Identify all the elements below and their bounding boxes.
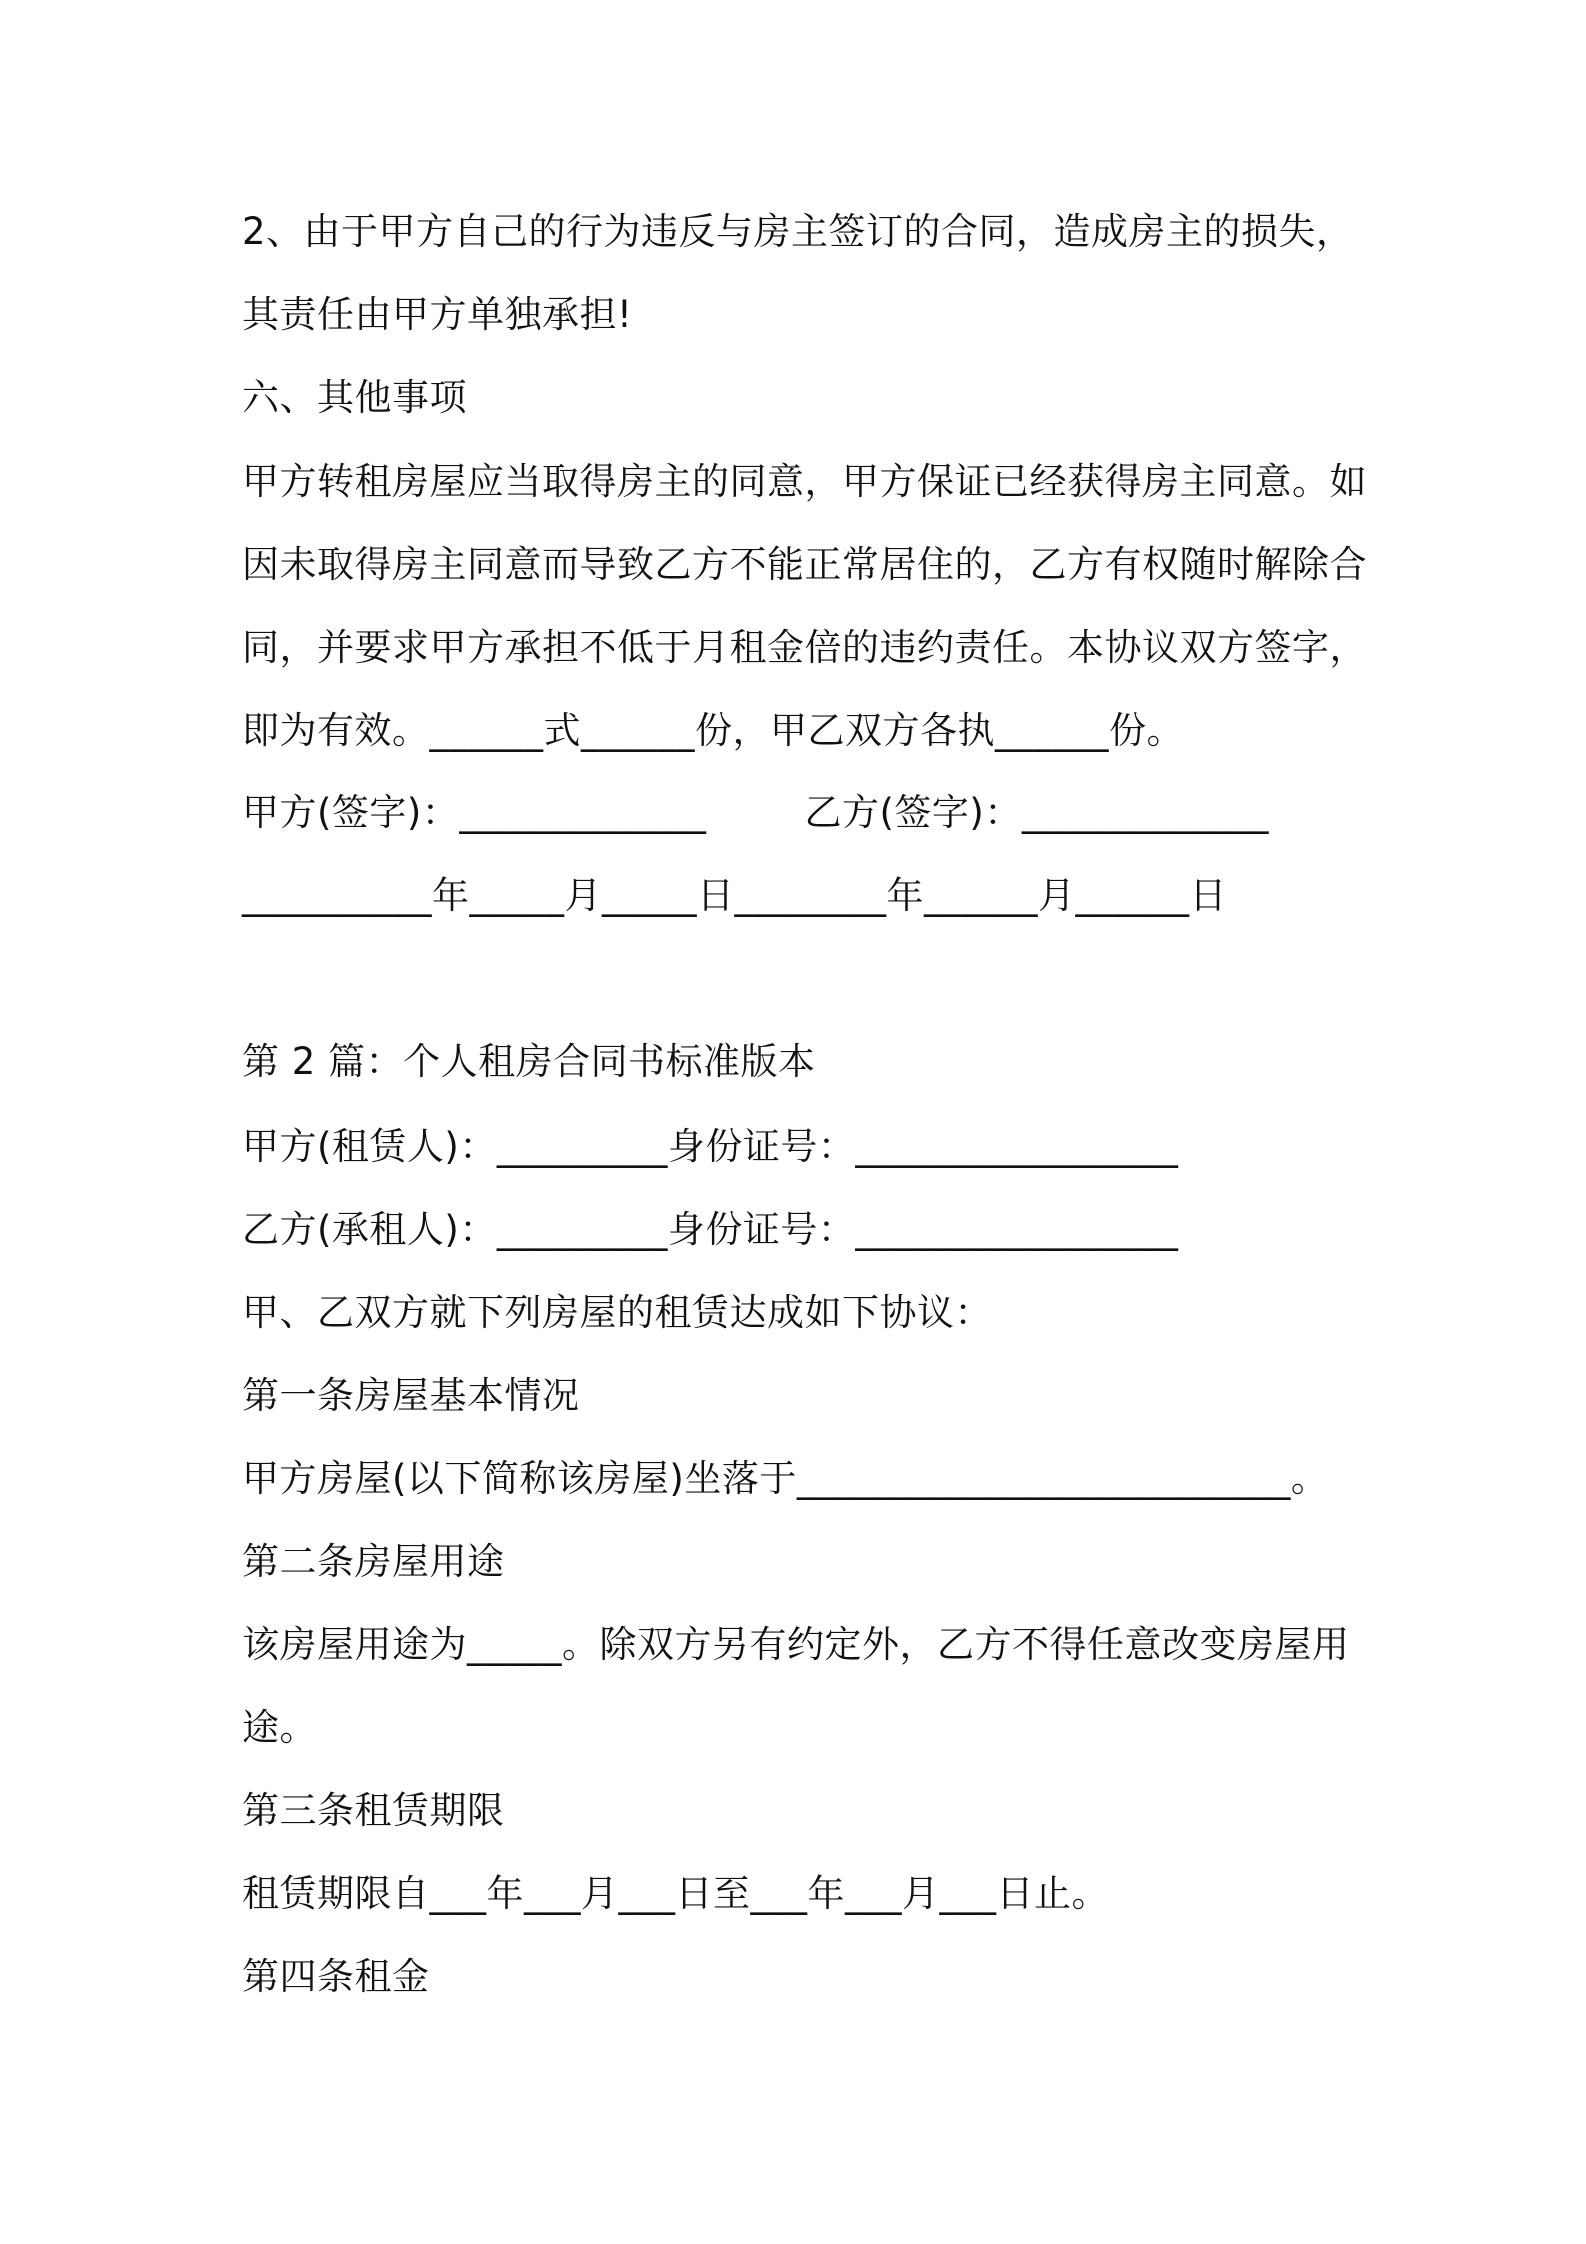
paragraph-line-4: 甲方转租房屋应当取得房主的同意，甲方保证已经获得房主同意。如 (242, 460, 1367, 503)
article-3-text: 租赁期限自___年___月___日至___年___月___日止。 (242, 1872, 1109, 1915)
article-4-heading: 第四条租金 (242, 1955, 430, 1998)
article-2-text-line-2: 途。 (242, 1706, 317, 1749)
article-3-heading: 第三条租赁期限 (242, 1789, 505, 1832)
article-1-heading: 第一条房屋基本情况 (242, 1374, 580, 1417)
article-2-heading: 第二条房屋用途 (242, 1540, 505, 1583)
article-2-text-line-1: 该房屋用途为_____。除双方另有约定外，乙方不得任意改变房屋用 (242, 1623, 1350, 1666)
paragraph-line-2: 其责任由甲方单独承担! (242, 293, 633, 336)
paragraph-line-1: 2、由于甲方自己的行为违反与房主签订的合同，造成房主的损失， (242, 210, 1354, 253)
article-1-text: 甲方房屋(以下简称该房屋)坐落于__________________________。 (242, 1457, 1329, 1500)
chapter-title: 第 2 篇：个人租房合同书标准版本 (242, 1040, 816, 1083)
party-b-line: 乙方(承租人)：_________身份证号：_________________ (242, 1208, 1179, 1251)
section-heading-other-matters: 六、其他事项 (242, 376, 467, 419)
paragraph-line-6: 同，并要求甲方承担不低于月租金倍的违约责任。本协议双方签字， (242, 626, 1367, 669)
party-a-line: 甲方(租赁人)：_________身份证号：_________________ (242, 1125, 1179, 1168)
paragraph-line-5: 因未取得房主同意而导致乙方不能正常居住的，乙方有权随时解除合 (242, 543, 1367, 586)
date-line: __________年_____月_____日________年______月______日 (242, 874, 1227, 917)
agreement-intro: 甲、乙双方就下列房屋的租赁达成如下协议： (242, 1291, 992, 1334)
signature-line: 甲方(签字)：_____________ 乙方(签字)：_____________ (242, 791, 1269, 834)
paragraph-line-7: 即为有效。______式______份，甲乙双方各执______份。 (242, 709, 1184, 752)
